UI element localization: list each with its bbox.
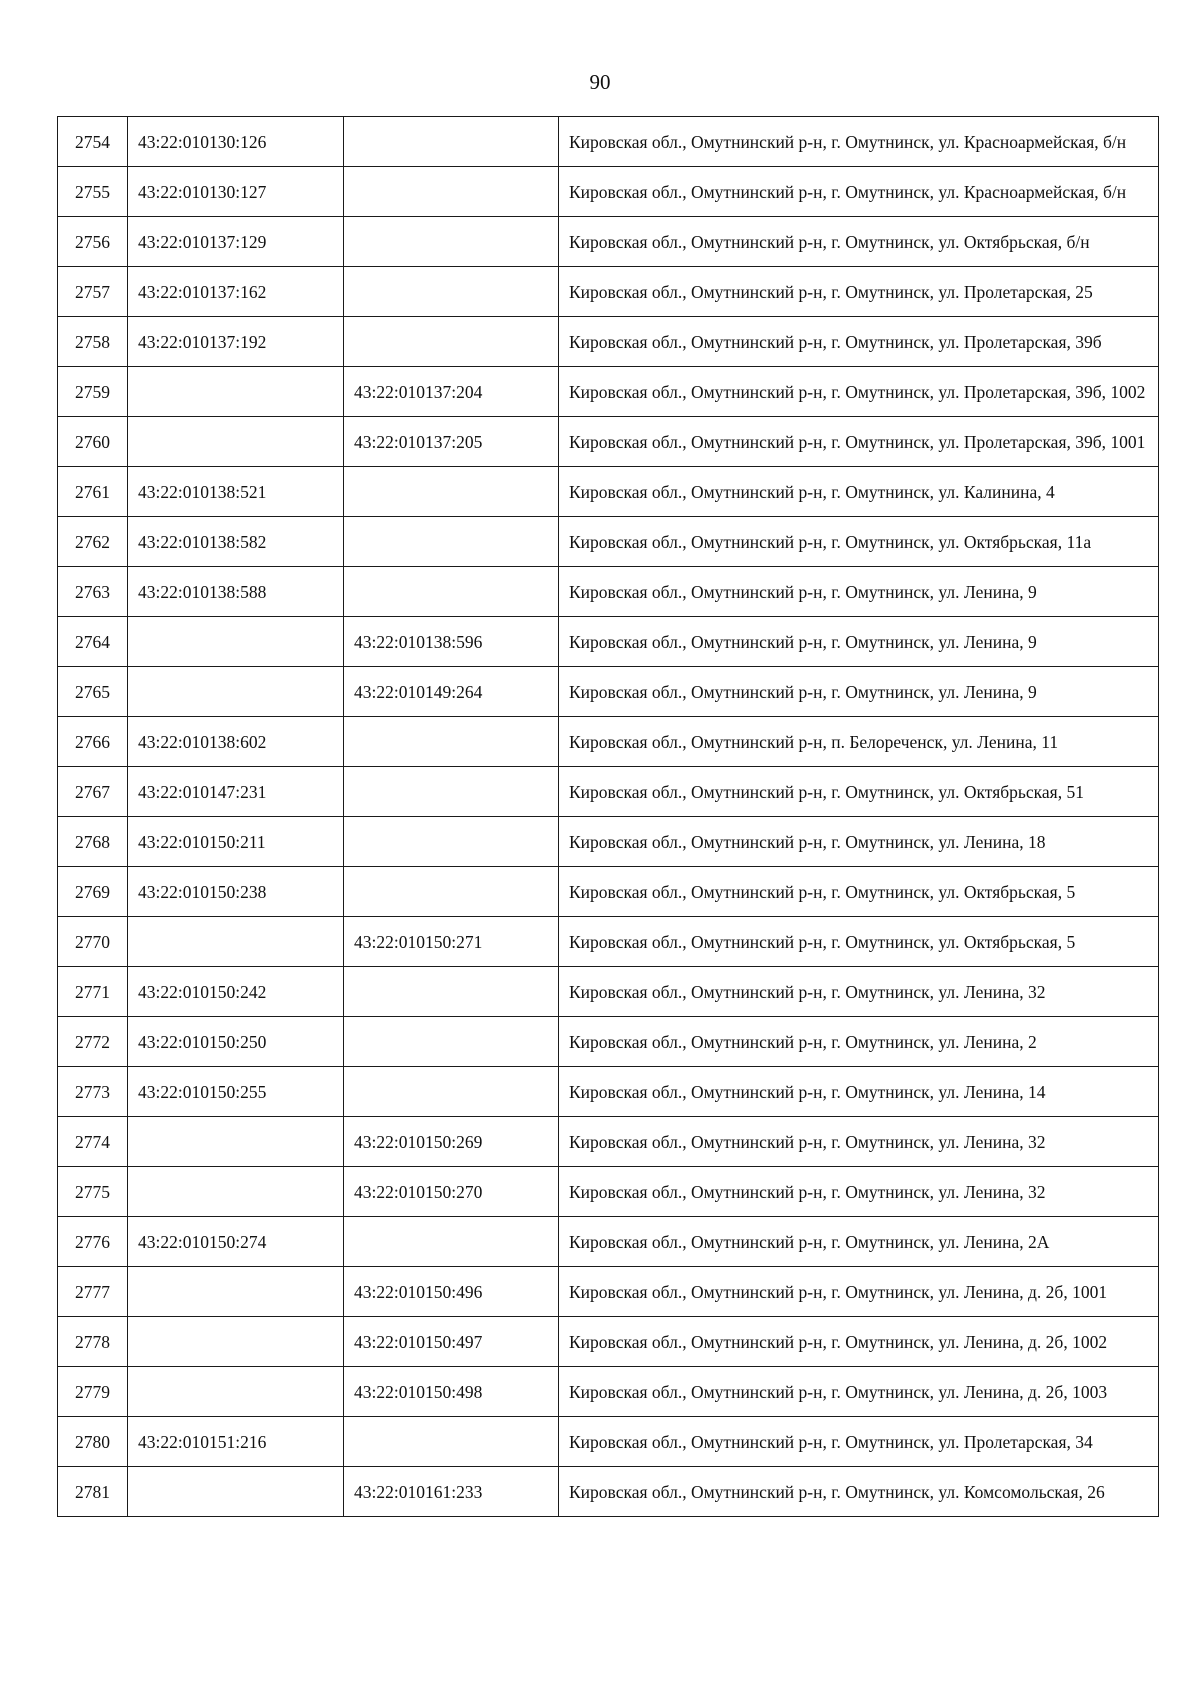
address-cell: Кировская обл., Омутнинский р-н, г. Омутнинск, ул. Ленина, 32 bbox=[559, 1167, 1159, 1217]
table-row bbox=[58, 367, 1159, 417]
land-cadastral-number-cell bbox=[128, 1367, 344, 1417]
building-cadastral-number-cell bbox=[344, 517, 559, 567]
row-number-cell: 2759 bbox=[58, 367, 128, 417]
land-cadastral-number-cell bbox=[128, 1167, 344, 1217]
address-cell: Кировская обл., Омутнинский р-н, г. Омутнинск, ул. Пролетарская, 25 bbox=[559, 267, 1159, 317]
table-row bbox=[58, 117, 1159, 167]
land-cadastral-number-cell bbox=[128, 1267, 344, 1317]
address-cell: Кировская обл., Омутнинский р-н, г. Омутнинск, ул. Пролетарская, 34 bbox=[559, 1417, 1159, 1467]
table-row bbox=[58, 767, 1159, 817]
land-cadastral-number-cell bbox=[128, 617, 344, 667]
table-row bbox=[58, 317, 1159, 367]
address-cell: Кировская обл., Омутнинский р-н, г. Омутнинск, ул. Калинина, 4 bbox=[559, 467, 1159, 517]
table-row bbox=[58, 217, 1159, 267]
building-cadastral-number-cell bbox=[344, 467, 559, 517]
row-number-cell: 2756 bbox=[58, 217, 128, 267]
land-cadastral-number-cell bbox=[128, 1117, 344, 1167]
land-cadastral-number-cell: 43:22:010130:126 bbox=[128, 117, 344, 167]
address-cell: Кировская обл., Омутнинский р-н, г. Омутнинск, ул. Октябрьская, 11а bbox=[559, 517, 1159, 567]
row-number-cell: 2773 bbox=[58, 1067, 128, 1117]
land-cadastral-number-cell: 43:22:010147:231 bbox=[128, 767, 344, 817]
address-cell: Кировская обл., Омутнинский р-н, г. Омутнинск, ул. Ленина, 2А bbox=[559, 1217, 1159, 1267]
land-cadastral-number-cell: 43:22:010130:127 bbox=[128, 167, 344, 217]
table-row bbox=[58, 1167, 1159, 1217]
building-cadastral-number-cell: 43:22:010150:498 bbox=[344, 1367, 559, 1417]
row-number-cell: 2777 bbox=[58, 1267, 128, 1317]
land-cadastral-number-cell: 43:22:010150:274 bbox=[128, 1217, 344, 1267]
address-cell: Кировская обл., Омутнинский р-н, г. Омутнинск, ул. Ленина, 9 bbox=[559, 667, 1159, 717]
building-cadastral-number-cell bbox=[344, 817, 559, 867]
building-cadastral-number-cell bbox=[344, 867, 559, 917]
address-cell: Кировская обл., Омутнинский р-н, г. Омутнинск, ул. Октябрьская, б/н bbox=[559, 217, 1159, 267]
row-number-cell: 2763 bbox=[58, 567, 128, 617]
building-cadastral-number-cell: 43:22:010138:596 bbox=[344, 617, 559, 667]
address-cell: Кировская обл., Омутнинский р-н, г. Омутнинск, ул. Ленина, 32 bbox=[559, 1117, 1159, 1167]
building-cadastral-number-cell bbox=[344, 1017, 559, 1067]
row-number-cell: 2774 bbox=[58, 1117, 128, 1167]
land-cadastral-number-cell: 43:22:010150:250 bbox=[128, 1017, 344, 1067]
row-number-cell: 2772 bbox=[58, 1017, 128, 1067]
land-cadastral-number-cell bbox=[128, 417, 344, 467]
building-cadastral-number-cell bbox=[344, 1217, 559, 1267]
table-row bbox=[58, 1217, 1159, 1267]
table-row bbox=[58, 667, 1159, 717]
page-number: 90 bbox=[589, 70, 611, 94]
building-cadastral-number-cell bbox=[344, 217, 559, 267]
row-number-cell: 2778 bbox=[58, 1317, 128, 1367]
address-cell: Кировская обл., Омутнинский р-н, г. Омутнинск, ул. Пролетарская, 39б bbox=[559, 317, 1159, 367]
land-cadastral-number-cell: 43:22:010138:588 bbox=[128, 567, 344, 617]
table-row bbox=[58, 917, 1159, 967]
land-cadastral-number-cell: 43:22:010150:238 bbox=[128, 867, 344, 917]
row-number-cell: 2755 bbox=[58, 167, 128, 217]
land-cadastral-number-cell: 43:22:010150:242 bbox=[128, 967, 344, 1017]
building-cadastral-number-cell bbox=[344, 717, 559, 767]
building-cadastral-number-cell bbox=[344, 567, 559, 617]
row-number-cell: 2762 bbox=[58, 517, 128, 567]
row-number-cell: 2769 bbox=[58, 867, 128, 917]
land-cadastral-number-cell: 43:22:010137:129 bbox=[128, 217, 344, 267]
address-cell: Кировская обл., Омутнинский р-н, г. Омутнинск, ул. Пролетарская, 39б, 1002 bbox=[559, 367, 1159, 417]
table-row bbox=[58, 967, 1159, 1017]
row-number-cell: 2770 bbox=[58, 917, 128, 967]
address-cell: Кировская обл., Омутнинский р-н, г. Омутнинск, ул. Красноармейская, б/н bbox=[559, 167, 1159, 217]
building-cadastral-number-cell bbox=[344, 267, 559, 317]
registry-table-body bbox=[58, 117, 1159, 1517]
table-row bbox=[58, 517, 1159, 567]
row-number-cell: 2776 bbox=[58, 1217, 128, 1267]
land-cadastral-number-cell: 43:22:010138:602 bbox=[128, 717, 344, 767]
building-cadastral-number-cell bbox=[344, 317, 559, 367]
row-number-cell: 2768 bbox=[58, 817, 128, 867]
address-cell: Кировская обл., Омутнинский р-н, г. Омутнинск, ул. Ленина, 18 bbox=[559, 817, 1159, 867]
registry-table bbox=[57, 116, 1159, 1517]
building-cadastral-number-cell: 43:22:010149:264 bbox=[344, 667, 559, 717]
land-cadastral-number-cell: 43:22:010151:216 bbox=[128, 1417, 344, 1467]
building-cadastral-number-cell bbox=[344, 117, 559, 167]
building-cadastral-number-cell bbox=[344, 1417, 559, 1467]
row-number-cell: 2760 bbox=[58, 417, 128, 467]
building-cadastral-number-cell: 43:22:010137:204 bbox=[344, 367, 559, 417]
building-cadastral-number-cell: 43:22:010150:271 bbox=[344, 917, 559, 967]
table-row bbox=[58, 1367, 1159, 1417]
row-number-cell: 2758 bbox=[58, 317, 128, 367]
row-number-cell: 2775 bbox=[58, 1167, 128, 1217]
address-cell: Кировская обл., Омутнинский р-н, г. Омутнинск, ул. Красноармейская, б/н bbox=[559, 117, 1159, 167]
address-cell: Кировская обл., Омутнинский р-н, г. Омутнинск, ул. Ленина, 9 bbox=[559, 617, 1159, 667]
table-row bbox=[58, 417, 1159, 467]
land-cadastral-number-cell bbox=[128, 1317, 344, 1367]
row-number-cell: 2780 bbox=[58, 1417, 128, 1467]
row-number-cell: 2757 bbox=[58, 267, 128, 317]
table-row bbox=[58, 1267, 1159, 1317]
building-cadastral-number-cell bbox=[344, 767, 559, 817]
land-cadastral-number-cell bbox=[128, 367, 344, 417]
land-cadastral-number-cell: 43:22:010150:255 bbox=[128, 1067, 344, 1117]
land-cadastral-number-cell: 43:22:010138:521 bbox=[128, 467, 344, 517]
table-row bbox=[58, 867, 1159, 917]
land-cadastral-number-cell: 43:22:010137:192 bbox=[128, 317, 344, 367]
building-cadastral-number-cell: 43:22:010161:233 bbox=[344, 1467, 559, 1517]
address-cell: Кировская обл., Омутнинский р-н, г. Омутнинск, ул. Ленина, 32 bbox=[559, 967, 1159, 1017]
building-cadastral-number-cell: 43:22:010150:497 bbox=[344, 1317, 559, 1367]
table-row bbox=[58, 1117, 1159, 1167]
row-number-cell: 2761 bbox=[58, 467, 128, 517]
table-row bbox=[58, 267, 1159, 317]
building-cadastral-number-cell bbox=[344, 1067, 559, 1117]
building-cadastral-number-cell: 43:22:010150:269 bbox=[344, 1117, 559, 1167]
address-cell: Кировская обл., Омутнинский р-н, г. Омутнинск, ул. Октябрьская, 5 bbox=[559, 917, 1159, 967]
table-row bbox=[58, 617, 1159, 667]
table-row bbox=[58, 567, 1159, 617]
land-cadastral-number-cell bbox=[128, 667, 344, 717]
address-cell: Кировская обл., Омутнинский р-н, г. Омутнинск, ул. Ленина, 14 bbox=[559, 1067, 1159, 1117]
table-row bbox=[58, 1467, 1159, 1517]
row-number-cell: 2754 bbox=[58, 117, 128, 167]
row-number-cell: 2781 bbox=[58, 1467, 128, 1517]
address-cell: Кировская обл., Омутнинский р-н, г. Омутнинск, ул. Пролетарская, 39б, 1001 bbox=[559, 417, 1159, 467]
table-row bbox=[58, 467, 1159, 517]
table-row bbox=[58, 817, 1159, 867]
table-row bbox=[58, 167, 1159, 217]
address-cell: Кировская обл., Омутнинский р-н, п. Белореченск, ул. Ленина, 11 bbox=[559, 717, 1159, 767]
building-cadastral-number-cell bbox=[344, 967, 559, 1017]
table-row bbox=[58, 1317, 1159, 1367]
building-cadastral-number-cell: 43:22:010137:205 bbox=[344, 417, 559, 467]
address-cell: Кировская обл., Омутнинский р-н, г. Омутнинск, ул. Ленина, д. 2б, 1002 bbox=[559, 1317, 1159, 1367]
address-cell: Кировская обл., Омутнинский р-н, г. Омутнинск, ул. Комсомольская, 26 bbox=[559, 1467, 1159, 1517]
address-cell: Кировская обл., Омутнинский р-н, г. Омутнинск, ул. Ленина, 2 bbox=[559, 1017, 1159, 1067]
address-cell: Кировская обл., Омутнинский р-н, г. Омутнинск, ул. Октябрьская, 5 bbox=[559, 867, 1159, 917]
address-cell: Кировская обл., Омутнинский р-н, г. Омутнинск, ул. Октябрьская, 51 bbox=[559, 767, 1159, 817]
row-number-cell: 2764 bbox=[58, 617, 128, 667]
address-cell: Кировская обл., Омутнинский р-н, г. Омутнинск, ул. Ленина, д. 2б, 1003 bbox=[559, 1367, 1159, 1417]
building-cadastral-number-cell bbox=[344, 167, 559, 217]
table-row bbox=[58, 1017, 1159, 1067]
address-cell: Кировская обл., Омутнинский р-н, г. Омутнинск, ул. Ленина, д. 2б, 1001 bbox=[559, 1267, 1159, 1317]
row-number-cell: 2766 bbox=[58, 717, 128, 767]
building-cadastral-number-cell: 43:22:010150:270 bbox=[344, 1167, 559, 1217]
land-cadastral-number-cell bbox=[128, 917, 344, 967]
row-number-cell: 2779 bbox=[58, 1367, 128, 1417]
land-cadastral-number-cell bbox=[128, 1467, 344, 1517]
row-number-cell: 2771 bbox=[58, 967, 128, 1017]
row-number-cell: 2765 bbox=[58, 667, 128, 717]
table-row bbox=[58, 717, 1159, 767]
table-row bbox=[58, 1417, 1159, 1467]
address-cell: Кировская обл., Омутнинский р-н, г. Омутнинск, ул. Ленина, 9 bbox=[559, 567, 1159, 617]
land-cadastral-number-cell: 43:22:010150:211 bbox=[128, 817, 344, 867]
building-cadastral-number-cell: 43:22:010150:496 bbox=[344, 1267, 559, 1317]
land-cadastral-number-cell: 43:22:010137:162 bbox=[128, 267, 344, 317]
land-cadastral-number-cell: 43:22:010138:582 bbox=[128, 517, 344, 567]
table-row bbox=[58, 1067, 1159, 1117]
row-number-cell: 2767 bbox=[58, 767, 128, 817]
